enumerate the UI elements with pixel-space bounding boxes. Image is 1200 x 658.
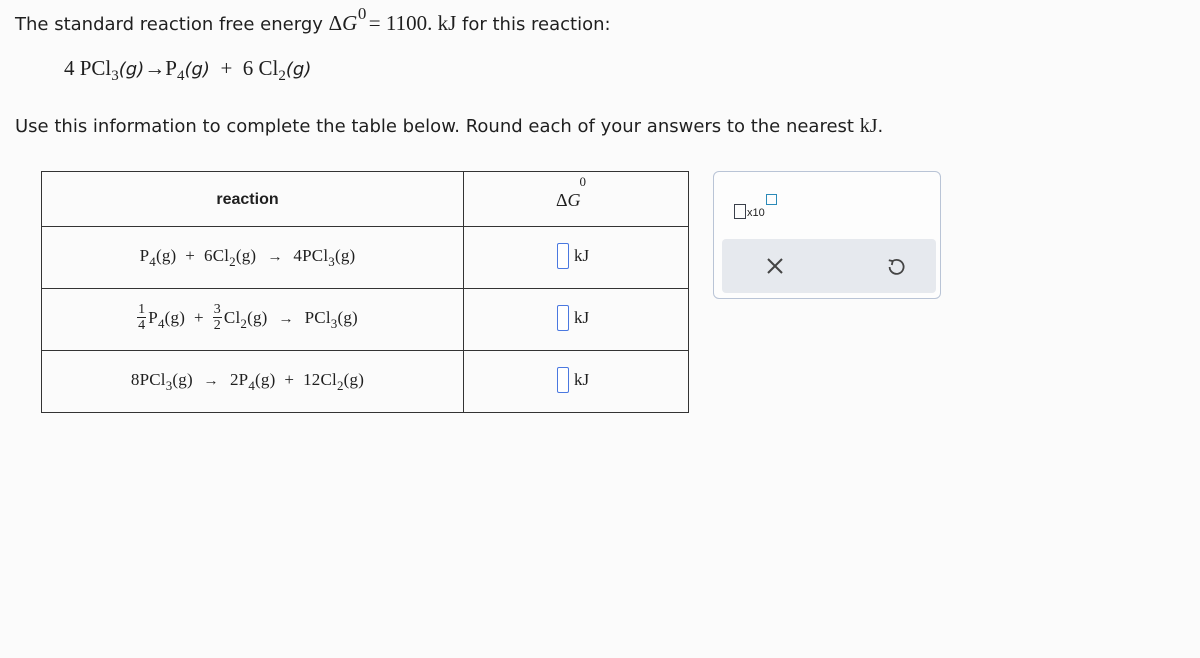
unit-kj: kJ bbox=[859, 115, 878, 137]
fraction-one-quarter: $\frac{1}{4}$ bbox=[138, 302, 146, 333]
prompt-tail: for this reaction: bbox=[462, 14, 611, 35]
answer-input-2[interactable] bbox=[557, 305, 569, 331]
delta-g-cell bbox=[464, 289, 689, 351]
problem-statement bbox=[15, 4, 611, 40]
delta-g-cell bbox=[464, 351, 689, 413]
clear-icon[interactable] bbox=[765, 256, 785, 276]
instruction-text: Use this information to complete the table below. Round each of your answers to the nearest kJ. bbox=[15, 115, 884, 137]
header-reaction: reaction bbox=[216, 191, 279, 208]
reaction-arrow: → bbox=[203, 373, 220, 389]
table-row bbox=[42, 351, 689, 413]
undo-icon[interactable] bbox=[886, 256, 906, 276]
given-value: = 1100. kJ bbox=[368, 11, 457, 35]
fraction-three-halves: $\frac{3}{2}$ bbox=[213, 302, 221, 333]
reaction-cell bbox=[42, 289, 464, 351]
reaction-table bbox=[41, 171, 689, 413]
unit-label: kJ bbox=[573, 307, 590, 327]
table-row bbox=[42, 227, 689, 289]
reaction-equation: $8PCl_3(g) \to 2P_4(g) + 12Cl_2(g)$ bbox=[130, 369, 365, 393]
reaction-arrow: → bbox=[267, 249, 283, 265]
reaction-equation: $P_4(g) + 6Cl_2(g) \to 4PCl_3(g)$ bbox=[139, 245, 356, 269]
header-reaction-cell bbox=[42, 172, 464, 227]
table-row bbox=[42, 289, 689, 351]
base-box-icon bbox=[734, 204, 746, 219]
reaction-equation: $\frac{1}{4}$ $P_4(g)$ + $\frac{3}{2}$ $Cl_2(g) \to PCl_3(g)$ bbox=[138, 302, 358, 333]
exponent-box-icon bbox=[766, 194, 777, 205]
answer-tools-panel bbox=[713, 171, 941, 299]
delta-g-cell bbox=[464, 227, 689, 289]
given-equation: 4 $PCl_3(g)\to P_4(g) + 6$ $Cl_2(g)$ bbox=[64, 56, 312, 84]
reaction-arrow: → bbox=[278, 312, 294, 328]
reaction-arrow: → bbox=[144, 56, 166, 80]
answer-input-3[interactable] bbox=[557, 367, 569, 393]
scientific-notation-button[interactable] bbox=[734, 194, 780, 224]
header-delta-g: $\Delta G^0$ bbox=[555, 174, 587, 210]
reaction-cell bbox=[42, 351, 464, 413]
answer-input-1[interactable] bbox=[557, 243, 569, 269]
tool-button-bar bbox=[722, 239, 936, 293]
delta-g-symbol: ΔG 0 bbox=[328, 4, 367, 35]
unit-label: kJ bbox=[573, 369, 590, 389]
x10-label: x10 bbox=[747, 207, 765, 219]
header-delta-g-cell bbox=[464, 172, 689, 227]
table-header-row bbox=[42, 172, 689, 227]
reaction-cell bbox=[42, 227, 464, 289]
prompt-lead: The standard reaction free energy bbox=[15, 14, 323, 35]
unit-label: kJ bbox=[573, 245, 590, 265]
